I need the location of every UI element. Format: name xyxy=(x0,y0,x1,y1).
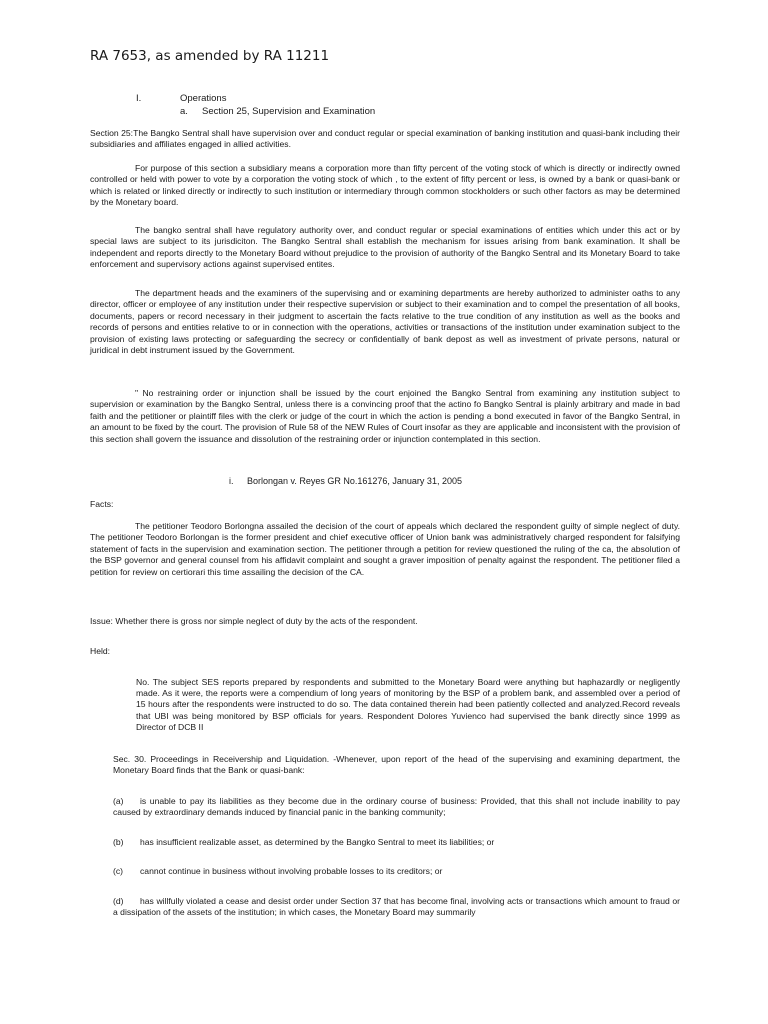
sec30-intro: Sec. 30. Proceedings in Receivership and Liquidation. -Whenever, upon report of the head of the supervising and examining department, the Monetary Board finds that the Bank or quasi-bank: xyxy=(113,754,680,776)
section25-paragraph-4: The department heads and the examiners of the supervising and or examining departments are hereby authorized to administer oaths to any director, officer or employee of any institution under their respective supervision or subject to their examination and to compel the presentation of all books, documents, papers or record necessary in their judgment to ascertain the facts relative to the true condition of any institution as well as the books and records of persons and entities relative to or in connection with the operations, activities or transactions of the institution under examination subject to the provision of existing laws protecting or safeguarding the secrecy or confidentially of bank depost as well as investment of private persons, natural or juridical in debt instrument issued by the Government. xyxy=(90,288,680,356)
outline-level1-number: I. xyxy=(136,93,142,104)
issue-statement: Issue: Whether there is gross nor simple neglect of duty by the acts of the respondent. xyxy=(90,616,418,626)
item-marker: (b) xyxy=(113,837,124,847)
outline-level1 xyxy=(136,93,226,104)
held-label: Held: xyxy=(90,646,111,656)
outline-level2 xyxy=(180,106,375,117)
outline-level2-text: Section 25, Supervision and Examination xyxy=(202,106,376,117)
outline-level1-text: Operations xyxy=(180,93,227,104)
facts-label: Facts: xyxy=(90,499,114,509)
case-title: Borlongan v. Reyes GR No.161276, January 31, 2005 xyxy=(247,476,462,486)
item-text: has insufficient realizable asset, as determined by the Bangko Sentral to meet its liabilities; or xyxy=(140,837,495,847)
section25-paragraph-2: For purpose of this section a subsidiary means a corporation more than fifty percent of the voting stock of which is directly or indirectly owned controlled or held with power to vote by a corporation the voting stock of which , to the extent of fifty percent or less, is owned by a bank or quasi-bank or which is related or linked directly or indirectly to such institution or intermediary through common stockholders or such other factors as may be determined by the Monetary board. xyxy=(90,163,680,208)
item-text: is unable to pay its liabilities as they become due in the ordinary course of business: Provided, that this shall not include inability to pay caused by extraordinary demands induced by financial panic in the banking community; xyxy=(113,796,680,818)
section25-paragraph-1: Section 25:The Bangko Sentral shall have supervision over and conduct regular or special examination of banking institution and quasi-bank including their subsidiaries and affiliates engaged in allied activities. xyxy=(90,128,680,150)
item-text: has willfully violated a cease and desist order under Section 37 that has become final, involving acts or transactions which amount to fraud or a dissipation of the assets of the institution; in which cases, the Monetary Board may summarily xyxy=(113,896,680,918)
sec30-item-a xyxy=(113,796,680,818)
sec30-item-d xyxy=(113,896,680,918)
document-title: RA 7653, as amended by RA 11211 xyxy=(90,48,330,64)
item-marker: (c) xyxy=(113,866,124,876)
case-heading xyxy=(229,476,462,486)
section25-paragraph-5: " No restraining order or injunction shall be issued by the court enjoined the Bangko Sentral from examining any institution subject to supervision or examination by the Bangko Sentral, unless there is a convincing proof that the actino fo Bangko Sentral is plainly arbitrary and made in bad faith and the petitioner or plaintiff files with the clerk or judge of the court in which the action is pending a bond executed in favor of the Bangko Sentral, in an amount to be fixed by the court. The provision of Rule 58 of the NEW Rules of Court insofar as they are applicable and inconsistent with the provision of this section shall govern the issuance and dissolution of the restraining order or injunction contemplated in this section. xyxy=(90,388,680,444)
item-text: cannot continue in business without involving probable losses to its creditors; or xyxy=(140,866,443,876)
outline-level2-number: a. xyxy=(180,106,188,117)
sec30-item-b xyxy=(113,837,680,848)
facts-paragraph: The petitioner Teodoro Borlongna assailed the decision of the court of appeals which declared the respondent guilty of simple neglect of duty. The petitioner Teodoro Borlongan is the former president and chief executive officer of Union bank was administratively charged respondent for falsifying statement of facts in the supervision and examination section. The petitioner through a petition for review questioned the ruling of the ca, the absolution of the BSP governor and general counsel from his affidavit complaint and sought a graver imposition of penalty against the respondent. The petitioner filed a petition for review on certiorari this time assailing the decision of the CA. xyxy=(90,521,680,577)
case-number: i. xyxy=(229,476,234,486)
sec30-item-c xyxy=(113,866,680,877)
section25-paragraph-3: The bangko sentral shall have regulatory authority over, and conduct regular or special examinations of entities which under this act or by special laws are subject to its jurisdiciton. The Bangko Sentral shall establish the mechanism for issues arising from bank examination. It shall be independent and reports directly to the Monetary Board without prejudice to the provision of authority of the Bangko Sentral and its Monetary Board to take enforcement and supervisory actions against supervised entites. xyxy=(90,225,680,270)
item-marker: (d) xyxy=(113,896,124,906)
item-marker: (a) xyxy=(113,796,124,806)
held-paragraph: No. The subject SES reports prepared by respondents and submitted to the Monetary Board were anything but haphazardly or negligently made. As it were, the reports were a compendium of long years of monitoring by the BSP of a problem bank, and assembled over a period of 15 hours after the respondents were instructed to do so. The data contained therein had been patiently collected and analyzed.Record reveals that UBI was being monitored by BSP officials for years. Respondent Dolores Yuvienco had supervised the bank directly since 1999 as Director of DCB II xyxy=(136,677,680,732)
